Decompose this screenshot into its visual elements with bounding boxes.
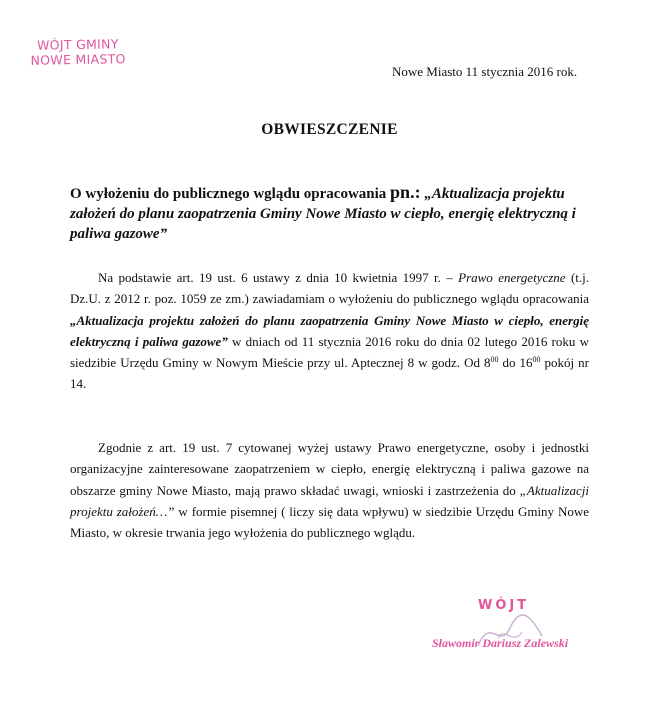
p1-text-1: Na podstawie art. 19 ust. 6 ustawy z dnia 10 kwietnia 1997 r. –	[98, 270, 459, 285]
p2-text-2: w formie pisemnej ( liczy się data wpływu) w siedzibie Urzędu Gminy Nowe Miasto, w okresie trwania jego wyłożenia do publicznego wglądu.	[70, 503, 589, 541]
p1-text-5: pokój nr 14.	[70, 355, 590, 392]
p1-text-4: do 16	[498, 355, 533, 371]
p1-hour-start-minutes: 00	[490, 355, 499, 365]
subject-document-name: „Aktualizacja projektu założeń do planu zaopatrzenia Gminy Nowe Miasto w ciepło, energię elektryczną i paliwa gazowe”	[70, 186, 576, 242]
paragraph-comments	[70, 437, 589, 543]
p2-document-name: „Aktualizacji projektu założeń…”	[70, 482, 589, 519]
document-subject	[70, 182, 590, 244]
document-title: OBWIESZCZENIE	[261, 121, 398, 138]
subject-pn: pn.:	[390, 182, 421, 202]
p1-law-name: Prawo energetyczne	[458, 270, 566, 285]
official-stamp	[22, 36, 135, 68]
p2-text-1: Zgodnie z art. 19 ust. 7 cytowanej wyżej ustawy Prawo energetyczne, osoby i jednostki organizacyjne zainteresowane zaopatrzeniem w ciepło, energię elektryczną i paliwa gazowe na obszarze gminy Nowe Miasto, mają prawo składać uwagi, wnioski i zastrzeżenia do	[70, 440, 589, 498]
p1-text-2: (t.j. Dz.U. z 2012 r. poz. 1059 ze zm.) zawiadamiam o wyłożeniu do publicznego wglądu opracowania	[70, 270, 589, 307]
subject-intro: O wyłożeniu do publicznego wglądu opracowania	[70, 186, 391, 202]
p1-document-name: „Aktualizacja projektu założeń do planu zaopatrzenia Gminy Nowe Miasto w ciepło, energię elektryczną i paliwa gazowe”	[70, 312, 589, 349]
stamp-line-2: NOWE MIASTO	[30, 51, 126, 68]
signature-name: Sławomir Dariusz Zalewski	[432, 636, 569, 650]
signature-title: WÓJT	[478, 598, 530, 613]
document-date: Nowe Miasto 11 stycznia 2016 rok.	[392, 64, 578, 79]
p1-hour-end-minutes: 00	[532, 355, 541, 365]
stamp-line-1: WÓJT GMINY	[36, 36, 119, 53]
paragraph-notice	[70, 267, 589, 395]
p1-text-3: w dniach od 11 stycznia 2016 roku do dnia 02 lutego 2016 roku w siedzibie Urzędu Gminy w Nowym Mieście przy ul. Aptecznej 8 w godz. Od 8	[70, 333, 589, 371]
